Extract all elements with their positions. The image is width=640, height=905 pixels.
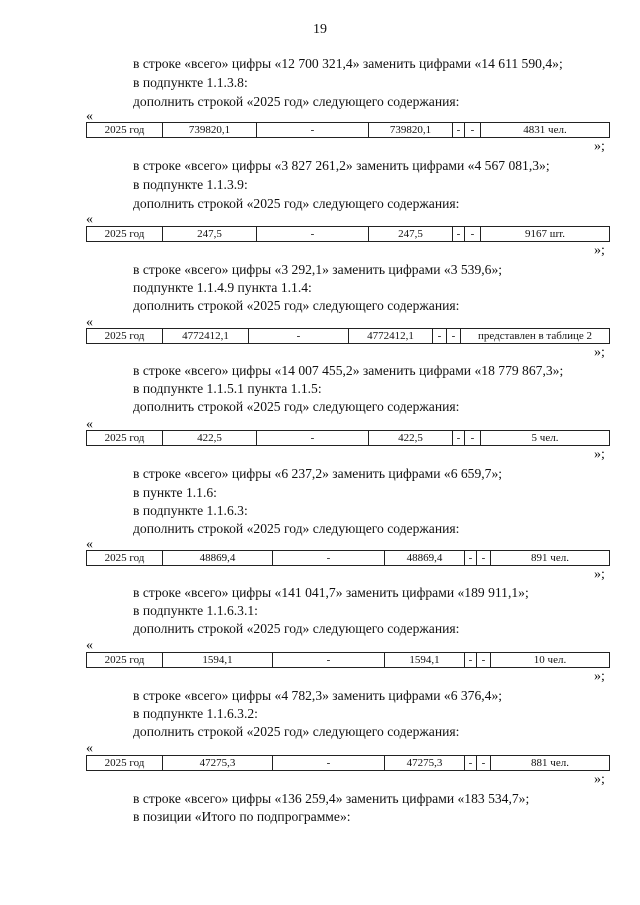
year-cell: 2025 год (87, 756, 163, 771)
dash-cell: - (477, 551, 491, 566)
year-cell: 2025 год (87, 431, 163, 446)
close-quote: »; (594, 669, 605, 684)
open-quote: « (86, 638, 93, 653)
instruction-line: в строке «всего» цифры «3 827 261,2» заменить цифрами «4 567 081,3»; (133, 158, 550, 173)
instruction-line: в подпункте 1.1.6.3: (133, 503, 248, 518)
open-quote: « (86, 212, 93, 227)
dash-cell: - (453, 123, 465, 138)
data-table (86, 226, 610, 242)
open-quote: « (86, 109, 93, 124)
year-cell: 2025 год (87, 227, 163, 242)
dash-cell: - (465, 123, 481, 138)
instruction-line: дополнить строкой «2025 год» следующего содержания: (133, 94, 460, 109)
value-cell: 1594,1 (385, 653, 465, 668)
close-quote: »; (594, 139, 605, 154)
data-table (86, 328, 610, 344)
result-cell: 9167 шт. (481, 227, 610, 242)
open-quote: « (86, 417, 93, 432)
table-row (87, 653, 610, 668)
total-cell: 739820,1 (163, 123, 257, 138)
dash-cell: - (433, 329, 447, 344)
close-quote: »; (594, 243, 605, 258)
total-cell: 422,5 (163, 431, 257, 446)
instruction-line: в подпункте 1.1.3.9: (133, 177, 248, 192)
instruction-line: в строке «всего» цифры «4 782,3» заменить цифрами «6 376,4»; (133, 688, 503, 703)
dash-cell: - (273, 756, 385, 771)
instruction-line: дополнить строкой «2025 год» следующего содержания: (133, 196, 460, 211)
table-row (87, 551, 610, 566)
instruction-line: дополнить строкой «2025 год» следующего содержания: (133, 399, 460, 414)
instruction-line: дополнить строкой «2025 год» следующего содержания: (133, 298, 460, 313)
instruction-line: в пункте 1.1.6: (133, 485, 217, 500)
page-number: 19 (313, 22, 327, 37)
instruction-line: дополнить строкой «2025 год» следующего содержания: (133, 521, 460, 536)
value-cell: 739820,1 (369, 123, 453, 138)
data-table (86, 652, 610, 668)
table-row (87, 329, 610, 344)
instruction-line: в строке «всего» цифры «12 700 321,4» заменить цифрами «14 611 590,4»; (133, 56, 563, 71)
year-cell: 2025 год (87, 653, 163, 668)
instruction-line: в подпункте 1.1.6.3.1: (133, 603, 258, 618)
instruction-line: в строке «всего» цифры «141 041,7» заменить цифрами «189 911,1»; (133, 585, 529, 600)
instruction-line: в позиции «Итого по подпрограмме»: (133, 809, 351, 824)
result-cell: 881 чел. (491, 756, 610, 771)
result-cell: представлен в таблице 2 (461, 329, 610, 344)
dash-cell: - (257, 227, 369, 242)
dash-cell: - (477, 653, 491, 668)
table-row (87, 756, 610, 771)
data-table (86, 430, 610, 446)
total-cell: 1594,1 (163, 653, 273, 668)
dash-cell: - (465, 227, 481, 242)
total-cell: 247,5 (163, 227, 257, 242)
dash-cell: - (453, 431, 465, 446)
year-cell: 2025 год (87, 329, 163, 344)
instruction-line: в строке «всего» цифры «6 237,2» заменить цифрами «6 659,7»; (133, 466, 503, 481)
table-row (87, 123, 610, 138)
year-cell: 2025 год (87, 551, 163, 566)
data-table (86, 122, 610, 138)
total-cell: 47275,3 (163, 756, 273, 771)
dash-cell: - (453, 227, 465, 242)
dash-cell: - (465, 756, 477, 771)
dash-cell: - (477, 756, 491, 771)
value-cell: 247,5 (369, 227, 453, 242)
dash-cell: - (465, 431, 481, 446)
instruction-line: в подпункте 1.1.3.8: (133, 75, 248, 90)
dash-cell: - (447, 329, 461, 344)
value-cell: 422,5 (369, 431, 453, 446)
dash-cell: - (249, 329, 349, 344)
value-cell: 48869,4 (385, 551, 465, 566)
instruction-line: в строке «всего» цифры «136 259,4» заменить цифрами «183 534,7»; (133, 791, 530, 806)
result-cell: 891 чел. (491, 551, 610, 566)
open-quote: « (86, 315, 93, 330)
dash-cell: - (257, 123, 369, 138)
instruction-line: дополнить строкой «2025 год» следующего содержания: (133, 724, 460, 739)
close-quote: »; (594, 567, 605, 582)
dash-cell: - (273, 551, 385, 566)
table-row (87, 227, 610, 242)
instruction-line: дополнить строкой «2025 год» следующего содержания: (133, 621, 460, 636)
value-cell: 47275,3 (385, 756, 465, 771)
dash-cell: - (257, 431, 369, 446)
open-quote: « (86, 537, 93, 552)
dash-cell: - (465, 653, 477, 668)
instruction-line: подпункте 1.1.4.9 пункта 1.1.4: (133, 280, 312, 295)
close-quote: »; (594, 772, 605, 787)
open-quote: « (86, 741, 93, 756)
close-quote: »; (594, 447, 605, 462)
table-row (87, 431, 610, 446)
total-cell: 48869,4 (163, 551, 273, 566)
instruction-line: в подпункте 1.1.5.1 пункта 1.1.5: (133, 381, 322, 396)
instruction-line: в строке «всего» цифры «3 292,1» заменить цифрами «3 539,6»; (133, 262, 503, 277)
dash-cell: - (273, 653, 385, 668)
result-cell: 5 чел. (481, 431, 610, 446)
data-table (86, 755, 610, 771)
value-cell: 4772412,1 (349, 329, 433, 344)
instruction-line: в подпункте 1.1.6.3.2: (133, 706, 258, 721)
result-cell: 4831 чел. (481, 123, 610, 138)
data-table (86, 550, 610, 566)
close-quote: »; (594, 345, 605, 360)
result-cell: 10 чел. (491, 653, 610, 668)
year-cell: 2025 год (87, 123, 163, 138)
dash-cell: - (465, 551, 477, 566)
total-cell: 4772412,1 (163, 329, 249, 344)
instruction-line: в строке «всего» цифры «14 007 455,2» заменить цифрами «18 779 867,3»; (133, 363, 564, 378)
